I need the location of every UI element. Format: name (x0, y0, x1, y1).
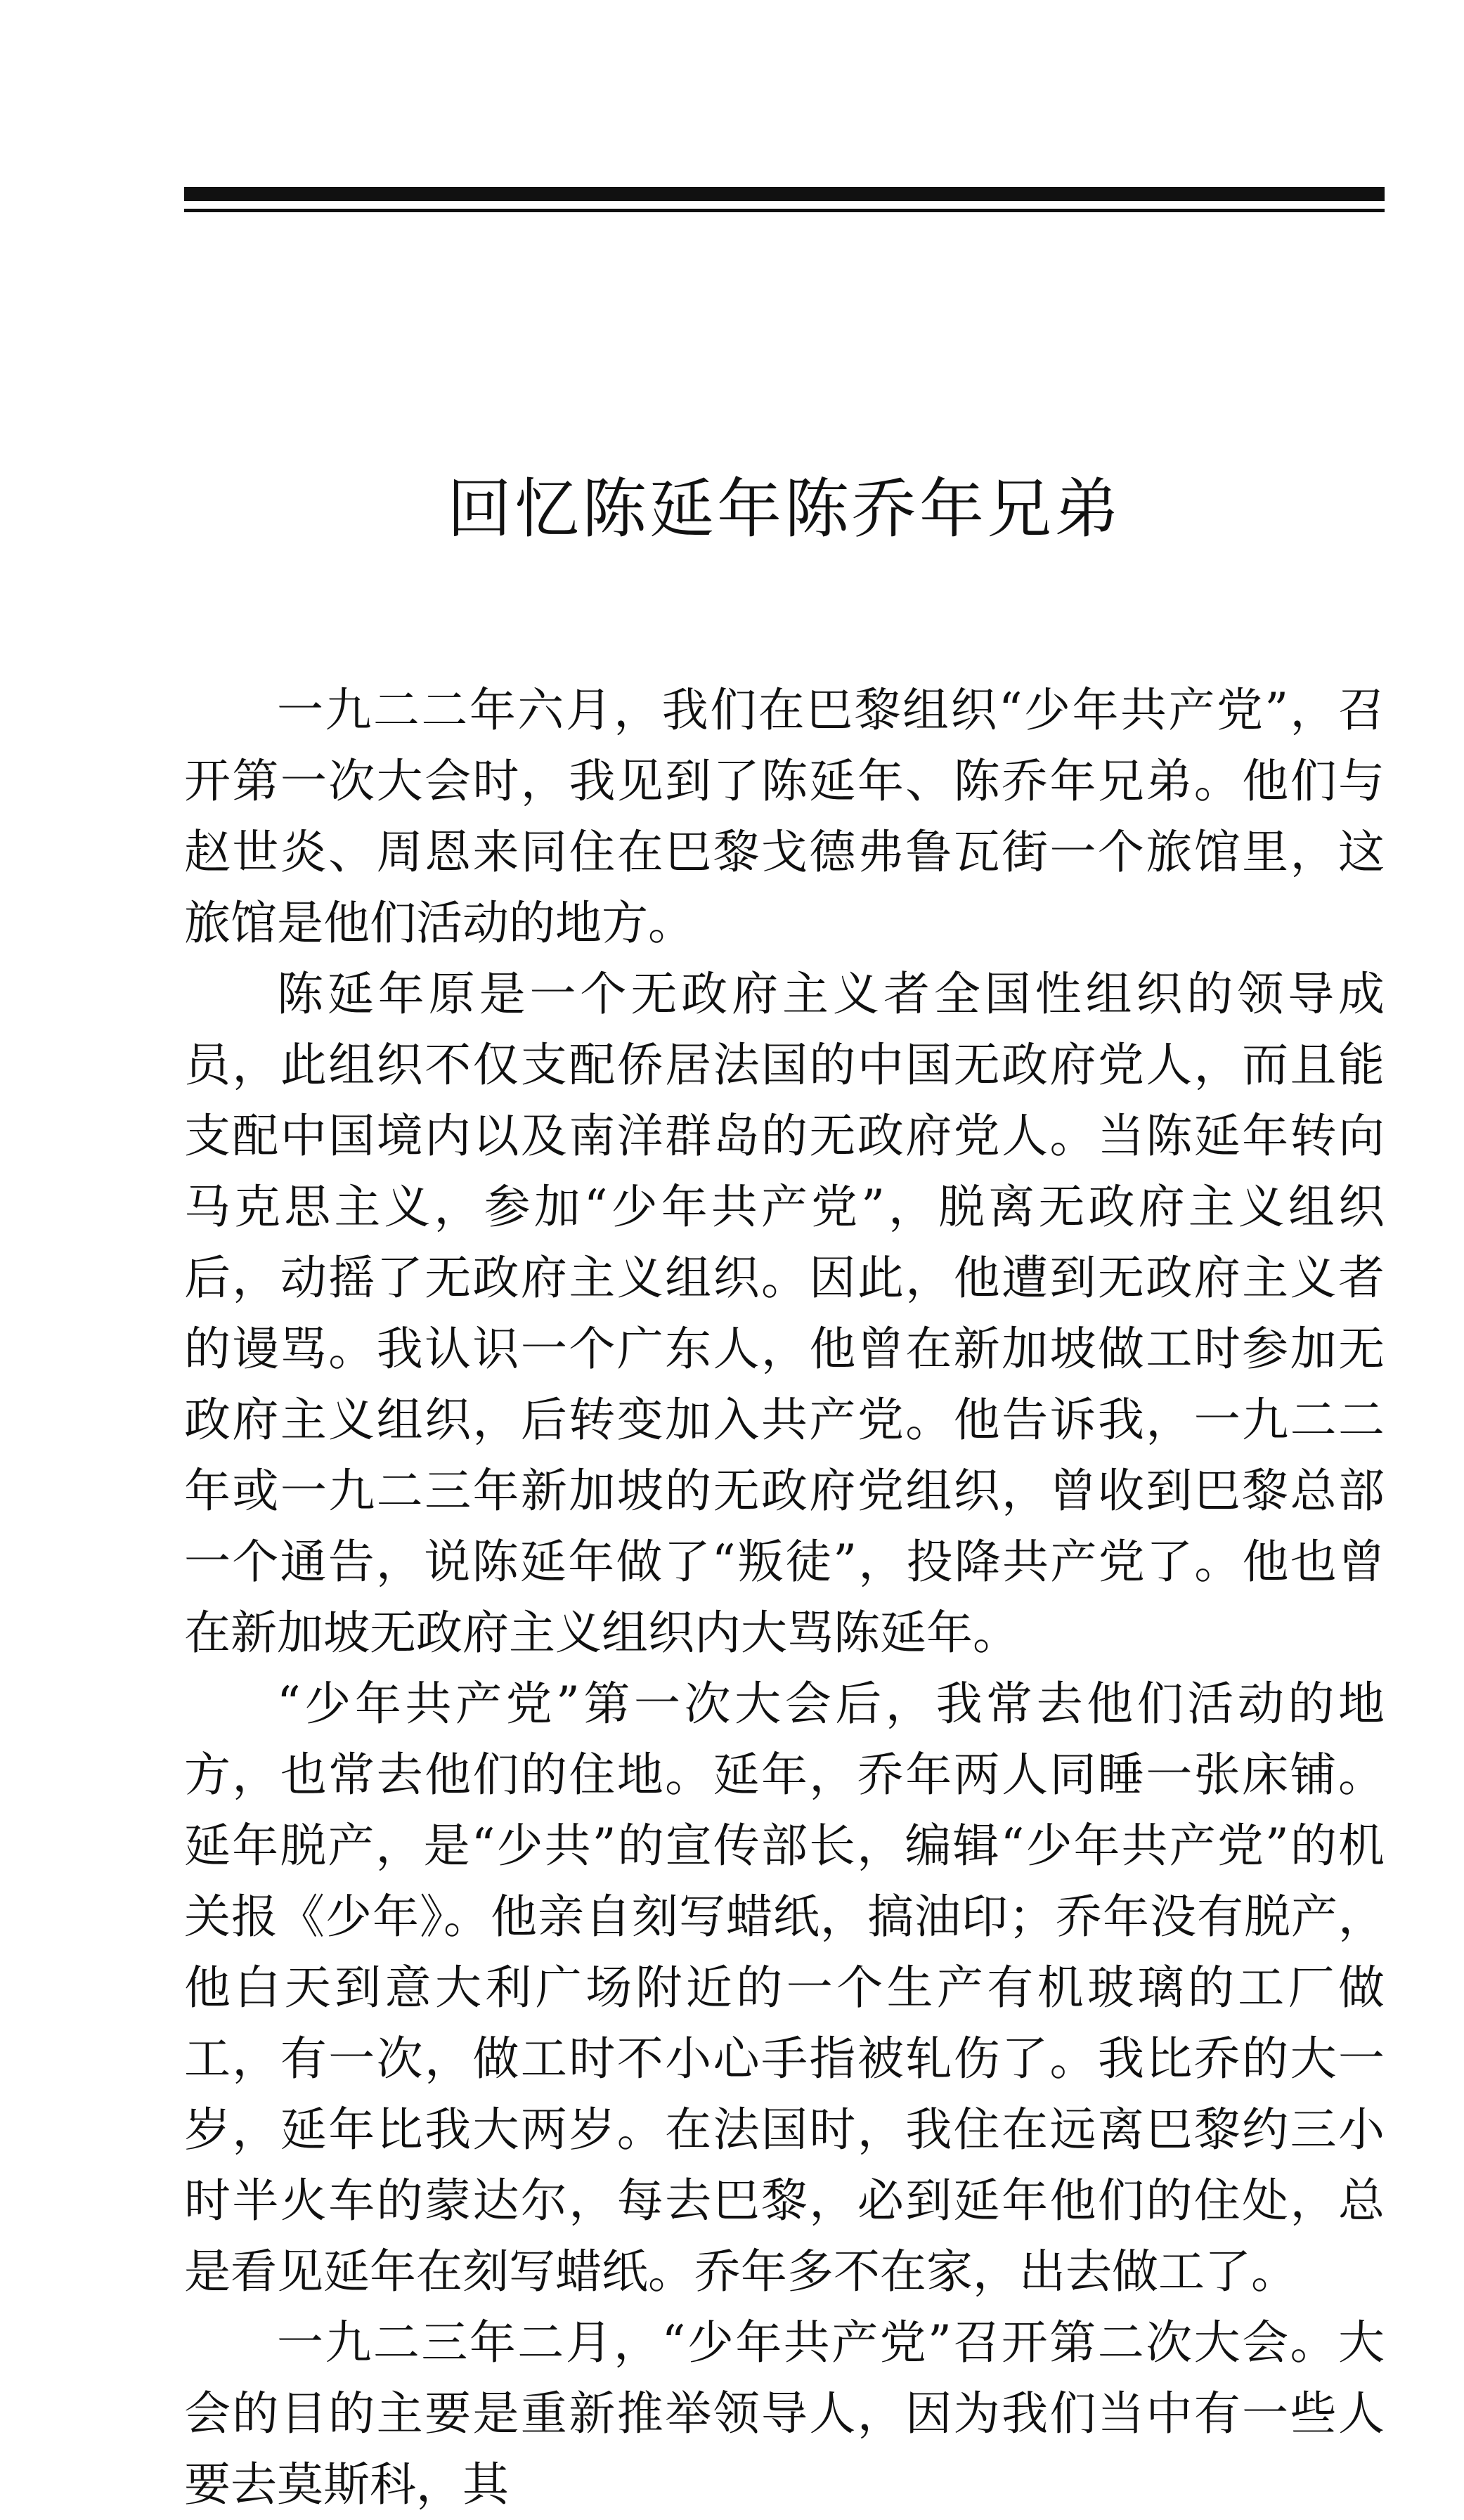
paragraph-2: 陈延年原是一个无政府主义者全国性组织的领导成员，此组织不仅支配侨居法国的中国无政府党人，而且能支配中国境内以及南洋群岛的无政府党人。当陈延年转向马克思主义，参加“少年共产党”，脱离无政府主义组织后，动摇了无政府主义组织。因此，他遭到无政府主义者的谩骂。我认识一个广东人，他曾在新加坡做工时参加无政府主义组织，后转变加入共产党。他告诉我，一九二二年或一九二三年新加坡的无政府党组织，曾收到巴黎总部一个通告，说陈延年做了“叛徒”，投降共产党了。他也曾在新加坡无政府主义组织内大骂陈延年。 (184, 967, 1385, 1660)
paragraph-1: 一九二二年六月，我们在巴黎组织“少年共产党”，召开第一次大会时，我见到了陈延年、陈乔年兄弟。他们与赵世炎、周恩来同住在巴黎戈德弗鲁瓦街一个旅馆里，这旅馆是他们活动的地方。 (184, 683, 1385, 950)
header-rule-thin (184, 209, 1385, 212)
header-rule-thick (184, 187, 1385, 201)
paragraph-3: “少年共产党”第一次大会后，我常去他们活动的地方，也常去他们的住地。延年，乔年两人同睡一张床铺。延年脱产，是“少共”的宣传部长，编辑“少年共产党”的机关报《少年》。他亲自刻写蜡纸，搞油印；乔年没有脱产，他白天到意大利广场附近的一个生产有机玻璃的工厂做工，有一次，做工时不小心手指被轧伤了。我比乔的大一岁，延年比我大两岁。在法国时，我住在远离巴黎约三小时半火车的蒙达尔，每去巴黎，必到延年他们的住处，总是看见延年在刻写蜡纸。乔年多不在家，出去做工了。 (184, 1677, 1385, 2299)
page-title: 回忆陈延年陈乔年兄弟 (446, 471, 1122, 547)
body-text (184, 675, 1385, 2520)
paragraph-4: 一九二三年二月，“少年共产党”召开第二次大会。大会的目的主要是重新推举领导人，因为我们当中有一些人要去莫斯科，其 (184, 2316, 1385, 2512)
